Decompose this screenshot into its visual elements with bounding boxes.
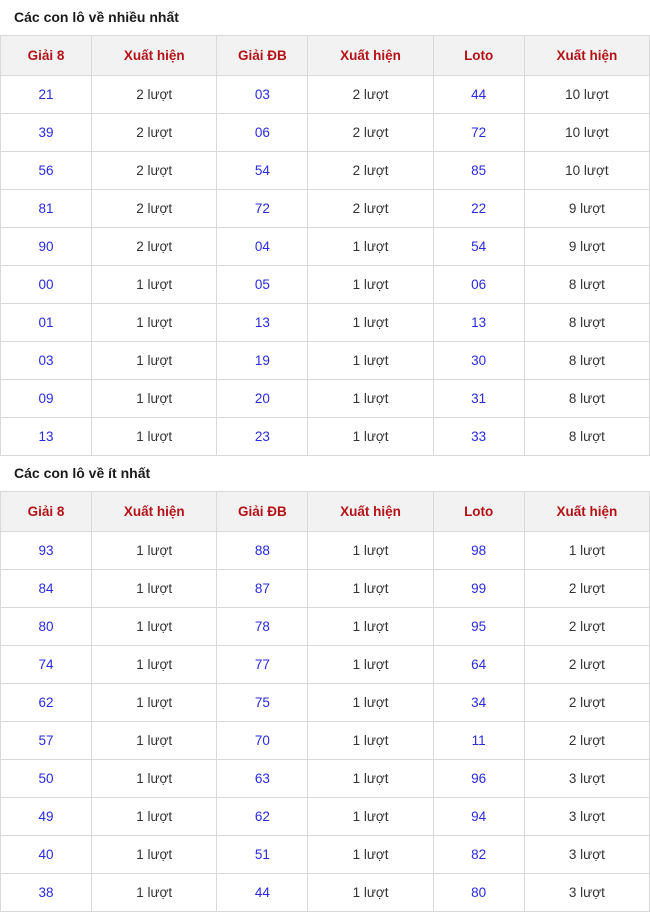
cell-number: 81 [1, 189, 92, 227]
cell-number: 33 [433, 417, 524, 455]
cell-count: 2 lượt [308, 113, 433, 151]
cell-count: 1 lượt [308, 607, 433, 645]
table-row [1, 607, 650, 645]
cell-count: 1 lượt [308, 569, 433, 607]
cell-count: 2 lượt [92, 113, 217, 151]
cell-number: 20 [217, 379, 308, 417]
cell-count: 1 lượt [308, 759, 433, 797]
cell-number: 90 [1, 227, 92, 265]
section-title: Các con lô về nhiều nhất [14, 9, 179, 25]
cell-number: 21 [1, 75, 92, 113]
cell-number: 39 [1, 113, 92, 151]
table-row [1, 113, 650, 151]
cell-count: 1 lượt [308, 721, 433, 759]
cell-number: 54 [217, 151, 308, 189]
cell-count: 1 lượt [92, 759, 217, 797]
least-frequent-table [0, 491, 650, 912]
cell-count: 1 lượt [308, 265, 433, 303]
cell-number: 77 [217, 645, 308, 683]
cell-number: 57 [1, 721, 92, 759]
cell-number: 30 [433, 341, 524, 379]
cell-number: 64 [433, 645, 524, 683]
cell-count: 1 lượt [92, 835, 217, 873]
cell-number: 78 [217, 607, 308, 645]
cell-count: 10 lượt [524, 75, 649, 113]
cell-count: 2 lượt [92, 227, 217, 265]
table-row [1, 759, 650, 797]
cell-number: 34 [433, 683, 524, 721]
table-row [1, 341, 650, 379]
cell-count: 1 lượt [308, 341, 433, 379]
cell-count: 1 lượt [92, 341, 217, 379]
cell-count: 1 lượt [92, 569, 217, 607]
cell-number: 63 [217, 759, 308, 797]
cell-count: 2 lượt [92, 151, 217, 189]
cell-count: 9 lượt [524, 189, 649, 227]
cell-number: 96 [433, 759, 524, 797]
cell-number: 01 [1, 303, 92, 341]
table-row [1, 797, 650, 835]
cell-count: 1 lượt [308, 303, 433, 341]
table-row [1, 151, 650, 189]
cell-number: 40 [1, 835, 92, 873]
cell-number: 06 [217, 113, 308, 151]
cell-number: 31 [433, 379, 524, 417]
cell-number: 74 [1, 645, 92, 683]
table-row [1, 75, 650, 113]
table-row [1, 645, 650, 683]
cell-number: 04 [217, 227, 308, 265]
cell-count: 9 lượt [524, 227, 649, 265]
cell-number: 49 [1, 797, 92, 835]
cell-count: 8 lượt [524, 265, 649, 303]
cell-count: 8 lượt [524, 341, 649, 379]
most-frequent-table [0, 35, 650, 456]
cell-count: 8 lượt [524, 379, 649, 417]
table-row [1, 683, 650, 721]
cell-count: 1 lượt [92, 873, 217, 911]
cell-number: 88 [217, 531, 308, 569]
cell-number: 51 [217, 835, 308, 873]
cell-number: 93 [1, 531, 92, 569]
cell-number: 99 [433, 569, 524, 607]
cell-number: 85 [433, 151, 524, 189]
cell-number: 50 [1, 759, 92, 797]
cell-count: 1 lượt [92, 303, 217, 341]
table-row [1, 417, 650, 455]
cell-count: 1 lượt [308, 379, 433, 417]
cell-count: 2 lượt [524, 607, 649, 645]
cell-number: 54 [433, 227, 524, 265]
cell-count: 1 lượt [92, 265, 217, 303]
cell-number: 13 [433, 303, 524, 341]
table-row [1, 265, 650, 303]
cell-number: 06 [433, 265, 524, 303]
section-title: Các con lô về ít nhất [14, 464, 151, 481]
cell-count: 1 lượt [92, 721, 217, 759]
cell-number: 72 [433, 113, 524, 151]
cell-number: 80 [433, 873, 524, 911]
table-row [1, 189, 650, 227]
column-header-giaidb: Giải ĐB [217, 35, 308, 75]
cell-number: 00 [1, 265, 92, 303]
cell-number: 94 [433, 797, 524, 835]
cell-number: 84 [1, 569, 92, 607]
table-row [1, 569, 650, 607]
cell-count: 2 lượt [308, 75, 433, 113]
table-header-row [1, 35, 650, 75]
table-row [1, 303, 650, 341]
cell-number: 03 [1, 341, 92, 379]
cell-number: 87 [217, 569, 308, 607]
cell-count: 1 lượt [92, 417, 217, 455]
column-header-giai8: Giải 8 [1, 491, 92, 531]
cell-count: 1 lượt [308, 417, 433, 455]
cell-number: 09 [1, 379, 92, 417]
cell-count: 2 lượt [524, 569, 649, 607]
cell-number: 80 [1, 607, 92, 645]
table-header-row [1, 491, 650, 531]
table-row [1, 721, 650, 759]
column-header-xuathien-3: Xuất hiện [524, 35, 649, 75]
cell-count: 1 lượt [308, 797, 433, 835]
cell-number: 44 [217, 873, 308, 911]
table-row [1, 531, 650, 569]
cell-number: 11 [433, 721, 524, 759]
cell-number: 23 [217, 417, 308, 455]
cell-count: 1 lượt [92, 531, 217, 569]
cell-count: 8 lượt [524, 303, 649, 341]
cell-count: 2 lượt [524, 721, 649, 759]
column-header-xuathien-3: Xuất hiện [524, 491, 649, 531]
cell-count: 2 lượt [92, 189, 217, 227]
column-header-xuathien-1: Xuất hiện [92, 35, 217, 75]
cell-count: 2 lượt [92, 75, 217, 113]
cell-number: 95 [433, 607, 524, 645]
cell-count: 2 lượt [524, 683, 649, 721]
cell-number: 72 [217, 189, 308, 227]
cell-count: 3 lượt [524, 797, 649, 835]
cell-number: 82 [433, 835, 524, 873]
cell-number: 22 [433, 189, 524, 227]
cell-number: 38 [1, 873, 92, 911]
cell-number: 13 [1, 417, 92, 455]
cell-count: 1 lượt [92, 683, 217, 721]
column-header-giai8: Giải 8 [1, 35, 92, 75]
column-header-xuathien-2: Xuất hiện [308, 491, 433, 531]
column-header-loto: Loto [433, 491, 524, 531]
cell-count: 1 lượt [308, 227, 433, 265]
cell-number: 13 [217, 303, 308, 341]
cell-count: 1 lượt [92, 645, 217, 683]
column-header-xuathien-2: Xuất hiện [308, 35, 433, 75]
cell-count: 3 lượt [524, 835, 649, 873]
cell-number: 62 [1, 683, 92, 721]
cell-count: 10 lượt [524, 113, 649, 151]
section-least-frequent [0, 456, 650, 912]
cell-count: 1 lượt [92, 797, 217, 835]
cell-number: 62 [217, 797, 308, 835]
cell-count: 1 lượt [92, 607, 217, 645]
cell-count: 2 lượt [308, 151, 433, 189]
cell-count: 2 lượt [524, 645, 649, 683]
table-row [1, 835, 650, 873]
cell-number: 56 [1, 151, 92, 189]
cell-count: 1 lượt [308, 645, 433, 683]
table-row [1, 379, 650, 417]
cell-count: 3 lượt [524, 759, 649, 797]
cell-number: 75 [217, 683, 308, 721]
cell-count: 1 lượt [308, 531, 433, 569]
cell-count: 1 lượt [308, 873, 433, 911]
cell-number: 05 [217, 265, 308, 303]
cell-number: 03 [217, 75, 308, 113]
table-row [1, 873, 650, 911]
table-row [1, 227, 650, 265]
cell-count: 1 lượt [92, 379, 217, 417]
column-header-xuathien-1: Xuất hiện [92, 491, 217, 531]
cell-number: 44 [433, 75, 524, 113]
cell-number: 98 [433, 531, 524, 569]
cell-count: 1 lượt [524, 531, 649, 569]
cell-count: 1 lượt [308, 683, 433, 721]
cell-count: 3 lượt [524, 873, 649, 911]
column-header-loto: Loto [433, 35, 524, 75]
cell-count: 8 lượt [524, 417, 649, 455]
cell-count: 10 lượt [524, 151, 649, 189]
cell-count: 2 lượt [308, 189, 433, 227]
cell-number: 19 [217, 341, 308, 379]
column-header-giaidb: Giải ĐB [217, 491, 308, 531]
cell-number: 70 [217, 721, 308, 759]
cell-count: 1 lượt [308, 835, 433, 873]
